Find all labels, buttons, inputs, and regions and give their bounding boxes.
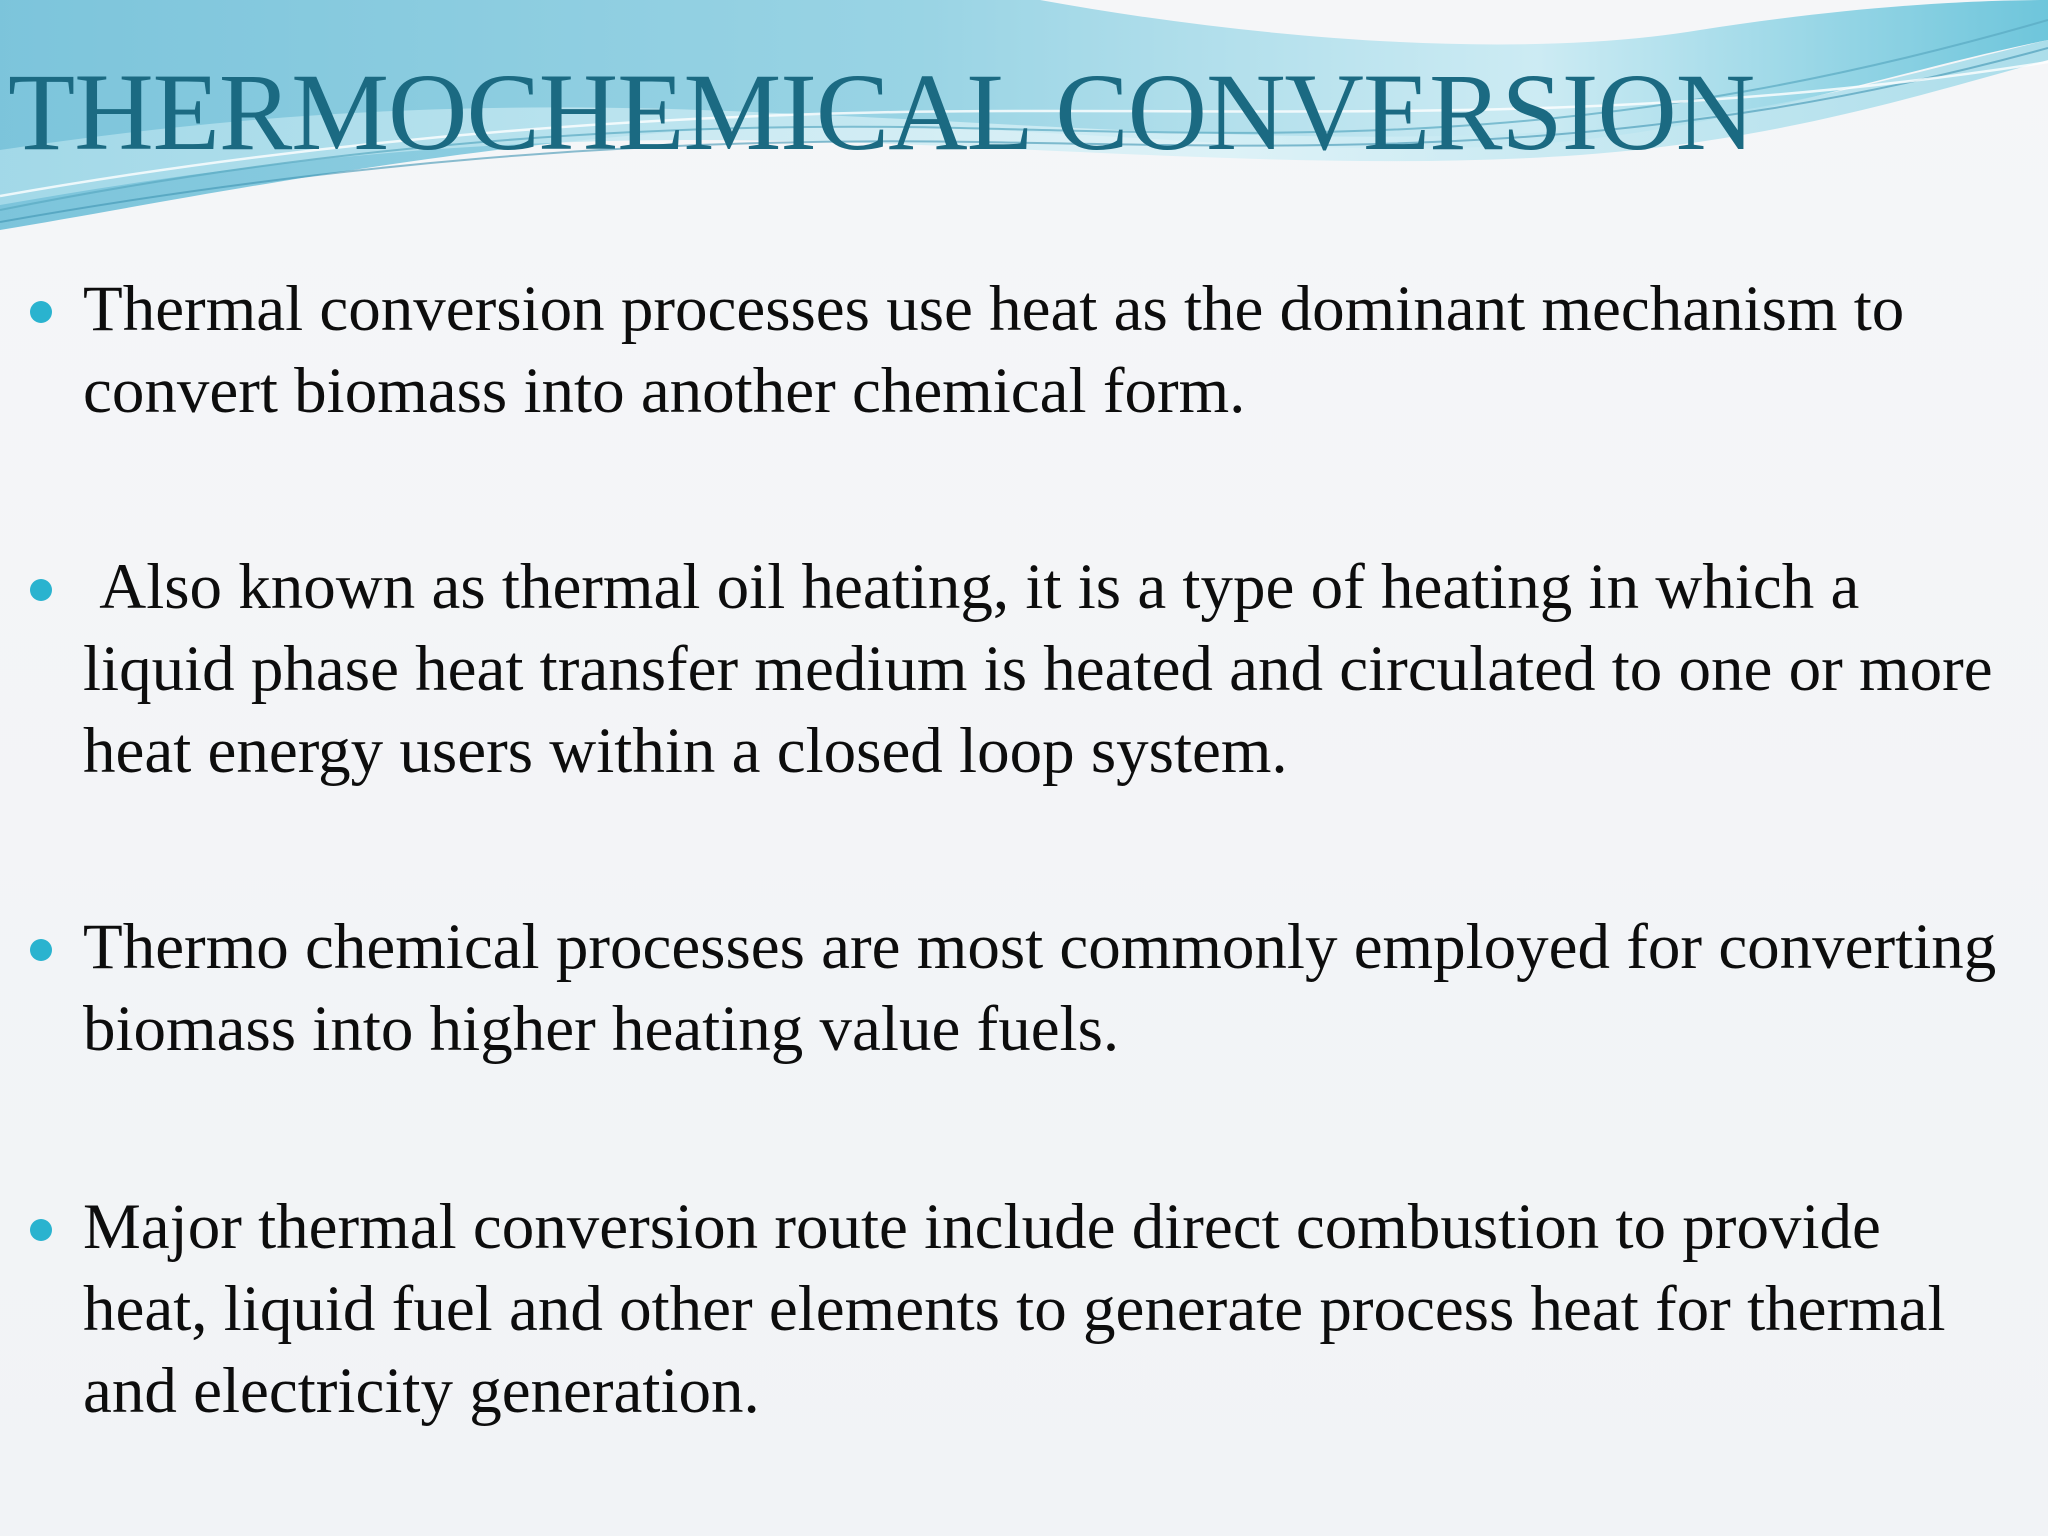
bullet-text-3: Thermo chemical processes are most commonly employed for converting biomass into higher heating value fuels. xyxy=(83,911,1997,1065)
bullet-dot-icon xyxy=(30,579,52,601)
bullet-dot-icon xyxy=(30,939,52,961)
bullet-text-4: Major thermal conversion route include direct combustion to provide heat, liquid fuel and other elements to generate process heat for thermal and electricity generation. xyxy=(83,1191,1946,1427)
bullet-text-2: Also known as thermal oil heating, it is a type of heating in which a liquid phase heat transfer medium is heated and circulated to one or more heat energy users within a closed loop system. xyxy=(83,551,2009,787)
slide-title: THERMOCHEMICAL CONVERSION xyxy=(8,51,1755,173)
bullet-dot-icon xyxy=(30,301,52,323)
bullet-dot-icon xyxy=(30,1219,52,1241)
bullet-text-1: Thermal conversion processes use heat as the dominant mechanism to convert biomass into another chemical form. xyxy=(83,273,1905,427)
